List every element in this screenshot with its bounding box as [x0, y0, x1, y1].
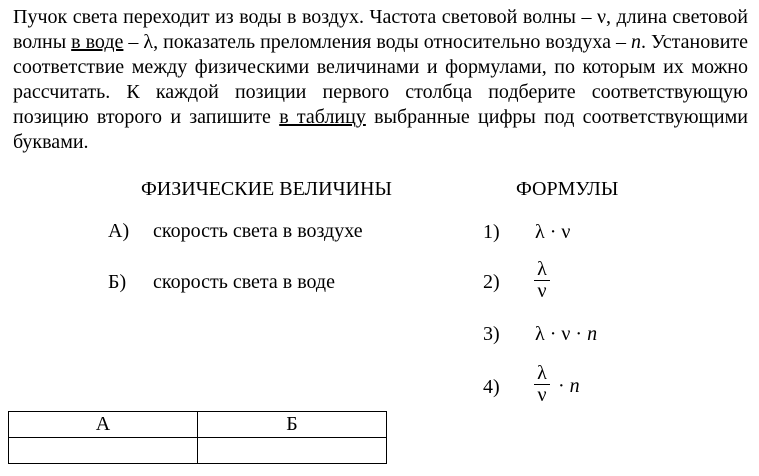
formula-4-var-n: n: [569, 375, 580, 397]
formula-4-denominator: ν: [537, 384, 547, 406]
quantity-a-label: А): [108, 220, 130, 242]
quantity-a-text: скорость света в воздухе: [153, 220, 363, 242]
var-n: n: [631, 31, 642, 53]
formula-3: [535, 323, 597, 346]
formula-4-number: 4): [483, 376, 500, 398]
formula-4-dot: ·: [558, 375, 570, 397]
problem-text: [13, 5, 748, 155]
quantity-b-text: скорость света в воде: [153, 271, 335, 293]
formulas-header: ФОРМУЛЫ: [516, 178, 619, 200]
problem-text-part-3: . Установите соответствие между физическими величинами и формулами, по которым их можно рассчитать. К каждой позиции первого столбца подберите соответствующую позицию второго и запишите: [13, 31, 749, 128]
problem-text-part-1: Пучок света переходит из воды в воздух. Частота световой волны – ν, длина световой волны: [13, 6, 748, 53]
answer-table: [8, 411, 387, 464]
formula-1: λ · ν: [535, 221, 571, 243]
physical-quantities-header: ФИЗИЧЕСКИЕ ВЕЛИЧИНЫ: [141, 178, 392, 200]
underlined-in-water: в воде: [71, 31, 124, 53]
formula-3-number: 3): [483, 323, 500, 345]
answer-cell-a[interactable]: [9, 438, 198, 464]
answer-col-b-header: Б: [198, 412, 387, 438]
answer-col-a-header: А: [9, 412, 198, 438]
problem-text-part-2: – λ, показатель преломления воды относительно воздуха –: [123, 31, 632, 53]
answer-table-input-row: [9, 438, 387, 464]
answer-cell-b[interactable]: [198, 438, 387, 464]
formula-2-fraction: [534, 260, 550, 301]
formula-4-suffix: [558, 375, 580, 398]
formula-2-denominator: ν: [537, 280, 547, 302]
formula-1-number: 1): [483, 221, 500, 243]
formula-4-fraction: [534, 364, 550, 405]
quantity-b-label: Б): [108, 271, 127, 293]
answer-table-header-row: [9, 412, 387, 438]
problem-text-part-4: выбранные цифры под соответствующими буквами.: [13, 106, 748, 153]
formula-2-numerator: λ: [537, 258, 547, 280]
underlined-in-table: в таблицу: [279, 106, 366, 128]
formula-3-var-n: n: [587, 323, 598, 345]
formula-4-numerator: λ: [537, 362, 547, 384]
formula-3-expr: λ · ν ·: [535, 323, 588, 345]
formula-2-number: 2): [483, 271, 500, 293]
